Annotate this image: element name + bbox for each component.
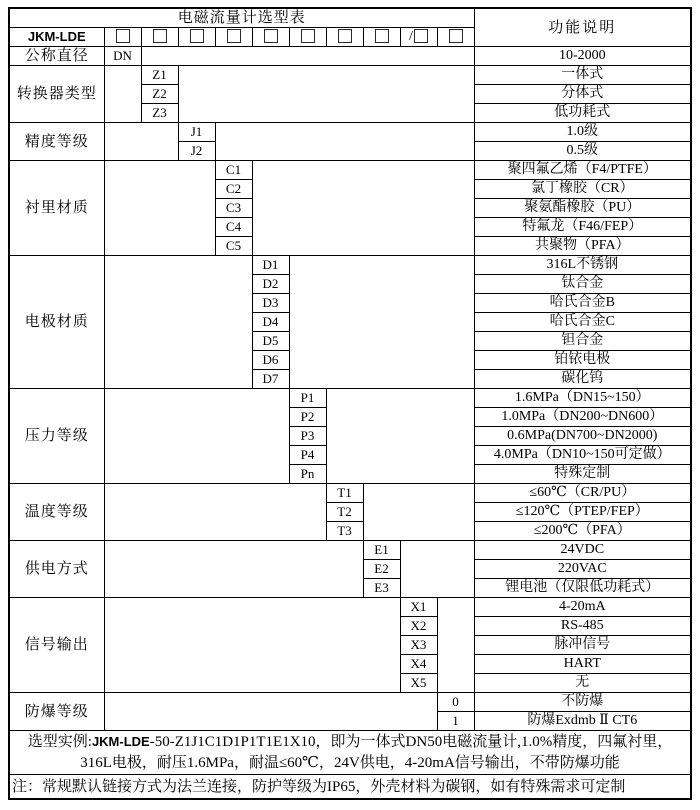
function-cell: 24VDC (474, 541, 691, 560)
model-code-slot (215, 28, 252, 47)
function-cell: 无 (474, 674, 691, 693)
empty-cell (104, 66, 141, 123)
section-label: 压力等级 (9, 389, 104, 484)
code-cell: D5 (252, 332, 289, 351)
table-row (9, 731, 691, 775)
model-code-slot (363, 28, 400, 47)
table-row (9, 47, 691, 66)
checkbox-icon (449, 29, 463, 43)
code-cell: E1 (363, 541, 400, 560)
code-cell: DN (104, 47, 141, 66)
table-row (9, 389, 691, 408)
slash-separator: / (409, 29, 413, 44)
section-label: 转换器类型 (9, 66, 104, 123)
section-label: 衬里材质 (9, 161, 104, 256)
example-line-2: 316L电极，耐压1.6MPa，耐温≤60℃，24V供电，4-20mA信号输出，不带防爆功能 (80, 755, 620, 771)
function-cell: 1.0MPa（DN200~DN600） (474, 408, 691, 427)
model-code-slot (141, 28, 178, 47)
function-cell: 1.6MPa（DN15~150） (474, 389, 691, 408)
code-cell: D3 (252, 294, 289, 313)
empty-cell (252, 161, 474, 256)
empty-cell (215, 123, 474, 161)
checkbox-icon (153, 29, 167, 43)
code-cell: 1 (437, 712, 474, 731)
code-cell: E3 (363, 579, 400, 598)
function-cell: 316L不锈钢 (474, 256, 691, 275)
checkbox-icon (414, 29, 428, 43)
function-cell: 4-20mA (474, 598, 691, 617)
function-cell: 聚氨酯橡胶（PU） (474, 199, 691, 218)
code-cell: P2 (289, 408, 326, 427)
function-cell: 一体式 (474, 66, 691, 85)
model-code-slot (178, 28, 215, 47)
function-cell: 0.6MPa(DN700~DN2000) (474, 427, 691, 446)
code-cell: D7 (252, 370, 289, 389)
function-cell: 分体式 (474, 85, 691, 104)
empty-cell (400, 541, 474, 598)
code-cell: C4 (215, 218, 252, 237)
checkbox-icon (301, 29, 315, 43)
function-cell: 锂电池（仅限低功耗式） (474, 579, 691, 598)
code-cell: X2 (400, 617, 437, 636)
code-cell: X1 (400, 598, 437, 617)
code-cell: 0 (437, 693, 474, 712)
function-cell: 220VAC (474, 560, 691, 579)
code-cell: Z1 (141, 66, 178, 85)
function-cell: 10-2000 (474, 47, 691, 66)
section-label: 信号输出 (9, 598, 104, 693)
table-row (9, 775, 691, 800)
section-label: 电极材质 (9, 256, 104, 389)
empty-cell (104, 541, 363, 598)
empty-cell (104, 389, 289, 484)
code-cell: C3 (215, 199, 252, 218)
empty-cell (104, 256, 252, 389)
function-cell: 1.0级 (474, 123, 691, 142)
code-cell: Z3 (141, 104, 178, 123)
code-cell: P4 (289, 446, 326, 465)
section-label: 防爆等级 (9, 693, 104, 731)
model-code-slot (400, 28, 437, 47)
function-cell: 共聚物（PFA） (474, 237, 691, 256)
section-label: 公称直径 (9, 47, 104, 66)
function-cell: 钛合金 (474, 275, 691, 294)
footnote: 注：常规默认链接方式为法兰连接，防护等级为IP65，外壳材料为碳钢，如有特殊需求可定制 (9, 775, 691, 800)
table-row (9, 598, 691, 617)
function-cell: 钽合金 (474, 332, 691, 351)
model-code-slot (104, 28, 141, 47)
code-cell: D2 (252, 275, 289, 294)
code-cell: X3 (400, 636, 437, 655)
code-cell: C1 (215, 161, 252, 180)
section-label: 温度等级 (9, 484, 104, 541)
model-prefix: JKM-LDE (9, 28, 104, 47)
function-cell: 特氟龙（F46/FEP） (474, 218, 691, 237)
code-cell: X4 (400, 655, 437, 674)
code-cell: T2 (326, 503, 363, 522)
code-cell: D4 (252, 313, 289, 332)
code-cell: D6 (252, 351, 289, 370)
table-row (9, 541, 691, 560)
empty-cell (104, 161, 215, 256)
checkbox-icon (190, 29, 204, 43)
code-cell: C5 (215, 237, 252, 256)
code-cell: Z2 (141, 85, 178, 104)
model-code-slot (326, 28, 363, 47)
example-prefix: 选型实例: (27, 734, 92, 750)
function-cell: 低功耗式 (474, 104, 691, 123)
function-column-header: 功能说明 (474, 8, 691, 47)
table-row (9, 256, 691, 275)
example-model: JKM-LDE (91, 734, 150, 749)
code-cell: C2 (215, 180, 252, 199)
function-cell: 脉冲信号 (474, 636, 691, 655)
function-cell: RS-485 (474, 617, 691, 636)
code-cell: J2 (178, 142, 215, 161)
empty-cell (363, 484, 474, 541)
example-code-suffix: -50-Z1J1C1D1P1T1E1X10，即为一体式DN50电磁流量计,1.0%精度，四氟衬里， (149, 734, 673, 750)
model-code-slot (252, 28, 289, 47)
code-cell: J1 (178, 123, 215, 142)
code-cell: X5 (400, 674, 437, 693)
code-cell: E2 (363, 560, 400, 579)
section-label: 精度等级 (9, 123, 104, 161)
function-cell: 哈氏合金C (474, 313, 691, 332)
function-cell: 聚四氟乙烯（F4/PTFE） (474, 161, 691, 180)
table-title: 电磁流量计选型表 (9, 8, 474, 28)
empty-cell (104, 123, 178, 161)
code-cell: T1 (326, 484, 363, 503)
example-line-1 (10, 731, 690, 753)
table-row (9, 693, 691, 712)
checkbox-icon (227, 29, 241, 43)
function-cell: HART (474, 655, 691, 674)
function-cell: 特殊定制 (474, 465, 691, 484)
checkbox-icon (375, 29, 389, 43)
checkbox-icon (116, 29, 130, 43)
checkbox-icon (264, 29, 278, 43)
function-cell: 碳化钨 (474, 370, 691, 389)
function-cell: ≤200℃（PFA） (474, 522, 691, 541)
code-cell: P3 (289, 427, 326, 446)
table-row (9, 161, 691, 180)
empty-cell (437, 598, 474, 693)
function-cell: ≤120℃（PTEP/FEP） (474, 503, 691, 522)
table-row (9, 484, 691, 503)
table-row (9, 123, 691, 142)
empty-cell (141, 47, 474, 66)
function-cell: 4.0MPa（DN10~150可定做） (474, 446, 691, 465)
function-cell: 铂铱电极 (474, 351, 691, 370)
model-code-slot (437, 28, 474, 47)
function-cell: 不防爆 (474, 693, 691, 712)
empty-cell (104, 693, 437, 731)
function-cell: 哈氏合金B (474, 294, 691, 313)
checkbox-icon (338, 29, 352, 43)
function-cell: 防爆Exdmb Ⅱ CT6 (474, 712, 691, 731)
function-cell: ≤60℃（CR/PU） (474, 484, 691, 503)
code-cell: Pn (289, 465, 326, 484)
section-label: 供电方式 (9, 541, 104, 598)
function-cell: 氯丁橡胶（CR） (474, 180, 691, 199)
empty-cell (178, 66, 474, 123)
model-code-slot (289, 28, 326, 47)
table-row (9, 66, 691, 85)
empty-cell (326, 389, 474, 484)
table-row (9, 8, 691, 28)
function-cell: 0.5级 (474, 142, 691, 161)
empty-cell (289, 256, 474, 389)
selection-table (8, 7, 692, 800)
empty-cell (104, 484, 326, 541)
code-cell: P1 (289, 389, 326, 408)
code-cell: T3 (326, 522, 363, 541)
empty-cell (104, 598, 400, 693)
selection-example (9, 731, 691, 775)
code-cell: D1 (252, 256, 289, 275)
